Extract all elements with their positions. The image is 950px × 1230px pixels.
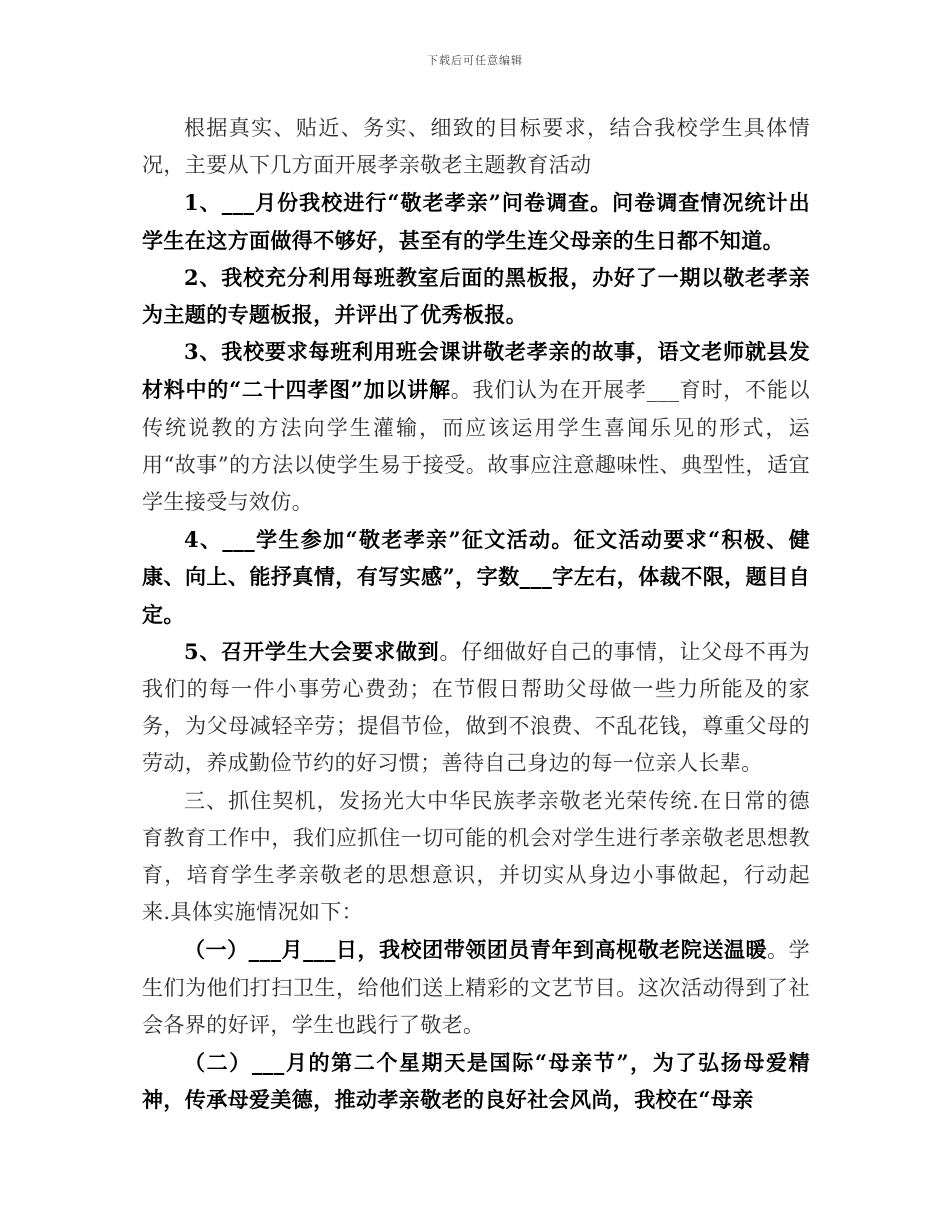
paragraph-item-2: 2、我校充分利用每班教室后面的黑板报，办好了一期以敬老孝亲为主题的专题板报，并评出了优秀板报。 bbox=[142, 264, 810, 328]
paragraph-sub-1-heading: （一）___月___日，我校团带领团员青年到高枧敬老院送温暖 bbox=[184, 937, 768, 963]
paragraph-item-4: 4、___学生参加“敬老孝亲”征文活动。征文活动要求“积极、健康、向上、能抒真情，有写实感”，字数___字左右，体裁不限，题目自定。 bbox=[142, 527, 810, 627]
paragraph-sub-1-body: 。学生们为他们打扫卫生，给他们送上精彩的文艺节目。这次活动得到了社会各界的好评，学生也践行了敬老。 bbox=[142, 938, 810, 1037]
paragraph-section-three: 三、抓住契机，发扬光大中华民族孝亲敬老光荣传统.在日常的德育教育工作中，我们应抓住一切可能的机会对学生进行孝亲敬老思想教育，培育学生孝亲敬老的思想意识，并切实从身边小事做起，行动起来.具体实施情况如下： bbox=[142, 788, 810, 925]
paragraph-item-5-heading: 5、召开学生大会要求做到 bbox=[184, 638, 440, 664]
paragraph-item-3-body: 。我们认为在开展孝___育时，不能以传统说教的方法向学生灌输，而应该运用学生喜闻乐见的形式，运用“故事”的方法以使学生易于接受。故事应注意趣味性、典型性，适宜学生接受与效仿。 bbox=[142, 378, 810, 515]
paragraph-item-3 bbox=[142, 333, 810, 521]
document-body bbox=[142, 110, 810, 1118]
paragraph-item-1: 1、___月份我校进行“敬老孝亲”问卷调查。问卷调查情况统计出学生在这方面做得不够好，甚至有的学生连父母亲的生日都不知道。 bbox=[142, 190, 810, 253]
paragraph-item-5-body: 。仔细做好自己的事情，让父母不再为我们的每一件小事劳心费劲；在节假日帮助父母做一些力所能及的家务，为父母减轻辛劳；提倡节俭，做到不浪费、不乱花钱，尊重父母的劳动，养成勤俭节约的好习惯；善待自己身边的每一位亲人长辈。 bbox=[142, 639, 810, 776]
paragraph-sub-2: （二）___月的第二个星期天是国际“母亲节”，为了弘扬母爱精神，传承母爱美德，推动孝亲敬老的良好社会风尚，我校在“母亲 bbox=[142, 1050, 810, 1113]
page-header: 下载后可任意编辑 bbox=[427, 54, 523, 67]
paragraph-item-5 bbox=[142, 633, 810, 783]
paragraph-sub-1 bbox=[142, 931, 810, 1044]
paragraph-item-3-heading: 3、我校要求每班利用班会课讲敬老孝亲的故事，语文老师就县发材料中的“二十四孝图”加以讲解 bbox=[142, 339, 810, 403]
paragraph-intro: 根据真实、贴近、务实、细致的目标要求，结合我校学生具体情况，主要从下几方面开展孝亲敬老主题教育活动 bbox=[142, 116, 810, 178]
